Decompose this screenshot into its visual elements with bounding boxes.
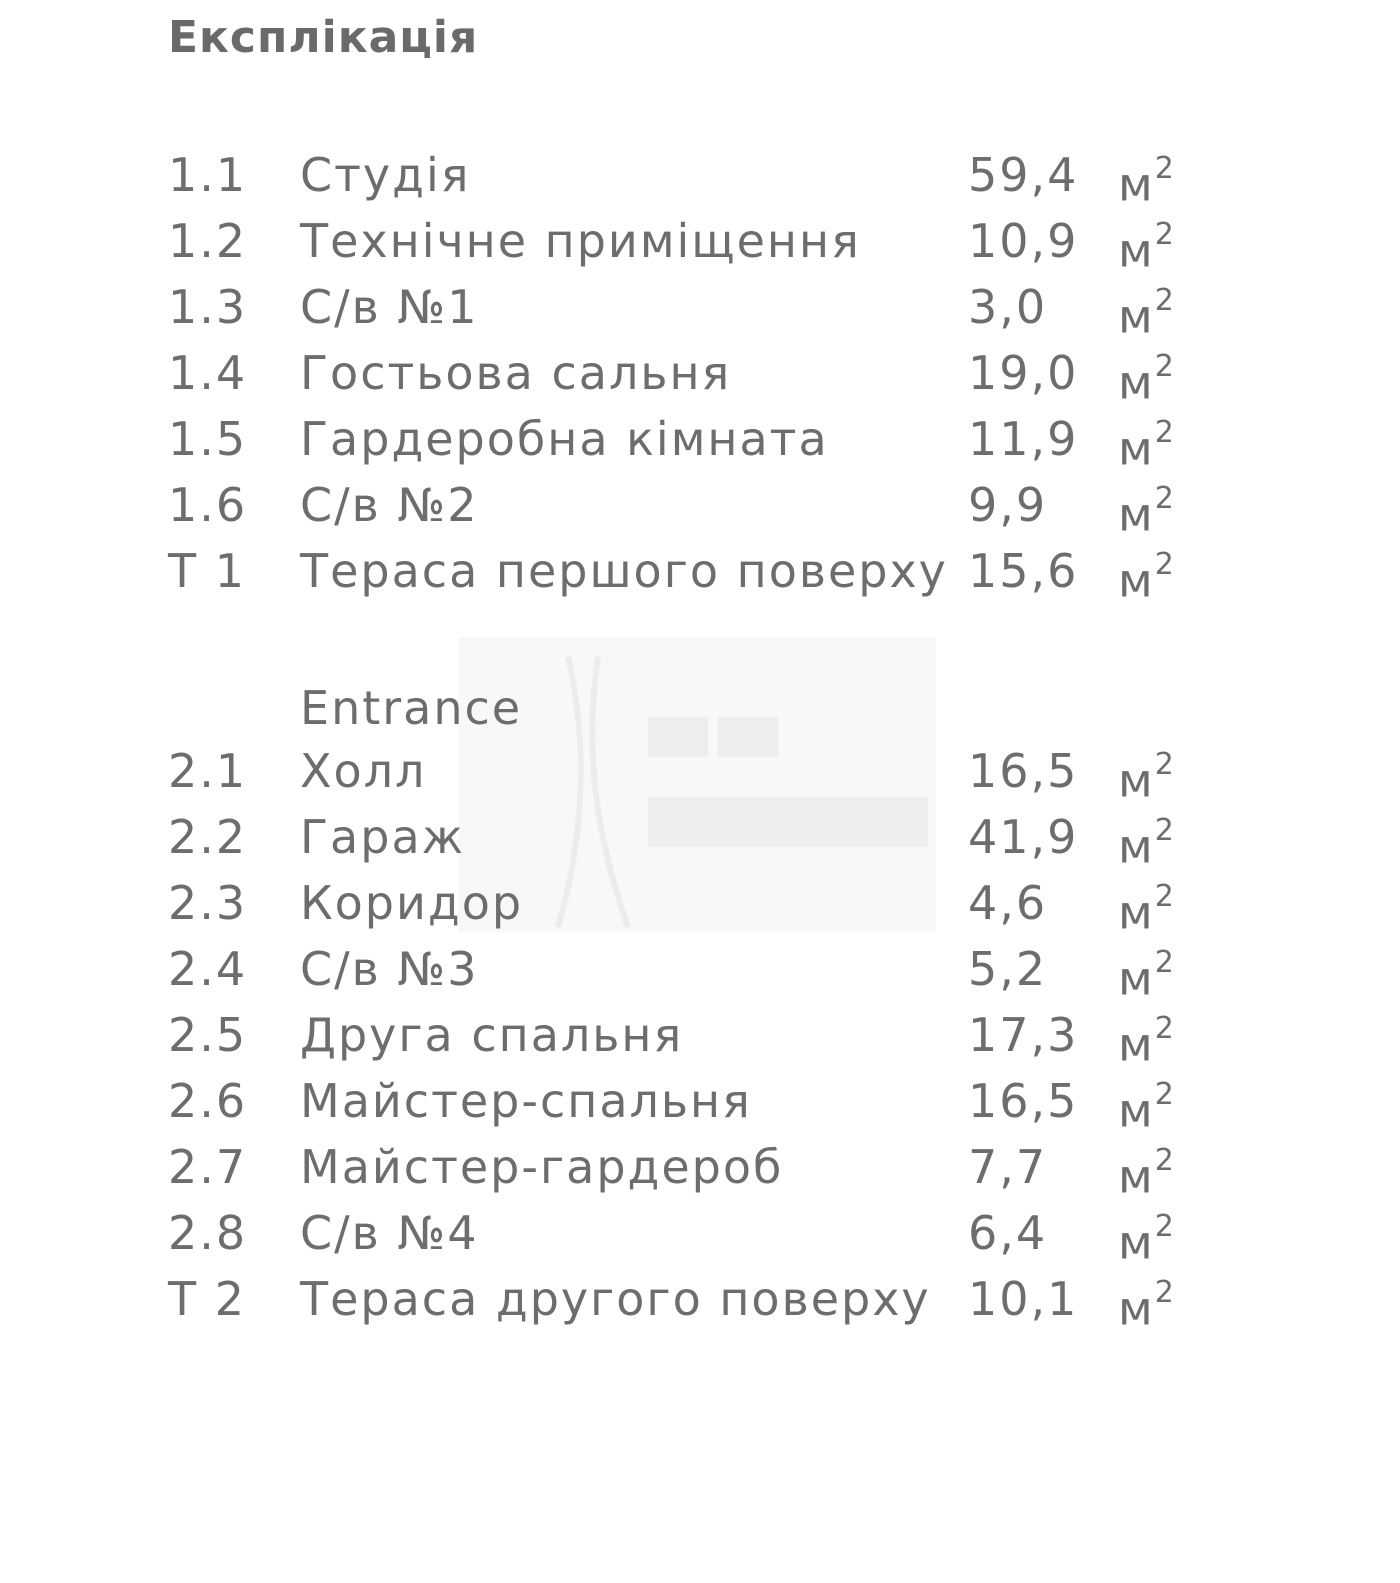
area-unit: $м^2$ — [1118, 945, 1174, 1006]
room-number: 2.8 — [168, 1206, 248, 1260]
room-area: 10,9 — [968, 214, 1079, 268]
table-row — [0, 936, 1400, 1006]
room-area: 59,4 — [968, 148, 1079, 202]
table-row — [0, 208, 1400, 278]
room-area: 3,0 — [968, 280, 1048, 334]
table-row — [0, 340, 1400, 410]
room-number: 2.2 — [168, 810, 248, 864]
room-name: Тераса другого поверху — [300, 1272, 931, 1326]
room-number: Т 1 — [168, 544, 246, 598]
room-area: 15,6 — [968, 544, 1079, 598]
room-number: 1.2 — [168, 214, 248, 268]
room-area: 41,9 — [968, 810, 1079, 864]
room-name: Технічне приміщення — [300, 214, 861, 268]
room-name: Майстер-спальня — [300, 1074, 752, 1128]
room-number: 1.6 — [168, 478, 248, 532]
room-number: 1.5 — [168, 412, 248, 466]
table-row — [0, 1200, 1400, 1270]
room-name: С/в №4 — [300, 1206, 479, 1260]
table-row — [0, 1134, 1400, 1204]
area-unit: $м^2$ — [1118, 547, 1174, 608]
room-area: 4,6 — [968, 876, 1048, 930]
area-unit: $м^2$ — [1118, 415, 1174, 476]
room-name: Друга спальня — [300, 1008, 684, 1062]
area-unit: $м^2$ — [1118, 481, 1174, 542]
room-number: 2.1 — [168, 744, 248, 798]
area-unit: $м^2$ — [1118, 1077, 1174, 1138]
table-row — [0, 1266, 1400, 1336]
area-unit: $м^2$ — [1118, 283, 1174, 344]
area-unit: $м^2$ — [1118, 1011, 1174, 1072]
table-row — [0, 1002, 1400, 1072]
room-name: Гардеробна кімната — [300, 412, 829, 466]
room-area: 16,5 — [968, 744, 1079, 798]
room-name: Тераса першого поверху — [300, 544, 948, 598]
room-area: 9,9 — [968, 478, 1048, 532]
room-number: 2.7 — [168, 1140, 248, 1194]
room-number: 1.4 — [168, 346, 248, 400]
room-name: Гараж — [300, 810, 466, 864]
room-name: С/в №3 — [300, 942, 479, 996]
room-number: 2.5 — [168, 1008, 248, 1062]
room-name: Майстер-гардероб — [300, 1140, 784, 1194]
area-unit: $м^2$ — [1118, 151, 1174, 212]
area-unit: $м^2$ — [1118, 349, 1174, 410]
room-name: С/в №2 — [300, 478, 479, 532]
room-number: Т 2 — [168, 1272, 246, 1326]
room-area: 16,5 — [968, 1074, 1079, 1128]
page-title: Експлікація — [168, 12, 479, 63]
room-name: Студія — [300, 148, 471, 202]
room-area: 5,2 — [968, 942, 1048, 996]
room-area: 17,3 — [968, 1008, 1079, 1062]
section-heading: Entrance — [300, 681, 523, 735]
table-row — [0, 406, 1400, 476]
area-unit: $м^2$ — [1118, 747, 1174, 808]
room-number: 2.3 — [168, 876, 248, 930]
area-unit: $м^2$ — [1118, 217, 1174, 278]
room-number: 2.6 — [168, 1074, 248, 1128]
room-number: 2.4 — [168, 942, 248, 996]
area-unit: $м^2$ — [1118, 879, 1174, 940]
area-unit: $м^2$ — [1118, 813, 1174, 874]
room-name: Гостьова сальня — [300, 346, 732, 400]
table-row — [0, 1068, 1400, 1138]
table-row — [0, 804, 1400, 874]
table-row — [0, 142, 1400, 212]
room-area: 7,7 — [968, 1140, 1048, 1194]
table-row — [0, 538, 1400, 608]
area-unit: $м^2$ — [1118, 1275, 1174, 1336]
table-row — [0, 870, 1400, 940]
area-unit: $м^2$ — [1118, 1209, 1174, 1270]
room-number: 1.3 — [168, 280, 248, 334]
room-name: С/в №1 — [300, 280, 479, 334]
room-area: 6,4 — [968, 1206, 1048, 1260]
room-name: Холл — [300, 744, 427, 798]
room-name: Коридор — [300, 876, 524, 930]
room-area: 10,1 — [968, 1272, 1079, 1326]
room-number: 1.1 — [168, 148, 248, 202]
table-row — [0, 274, 1400, 344]
table-row — [0, 738, 1400, 808]
room-area: 19,0 — [968, 346, 1079, 400]
area-unit: $м^2$ — [1118, 1143, 1174, 1204]
table-row — [0, 472, 1400, 542]
room-area: 11,9 — [968, 412, 1079, 466]
